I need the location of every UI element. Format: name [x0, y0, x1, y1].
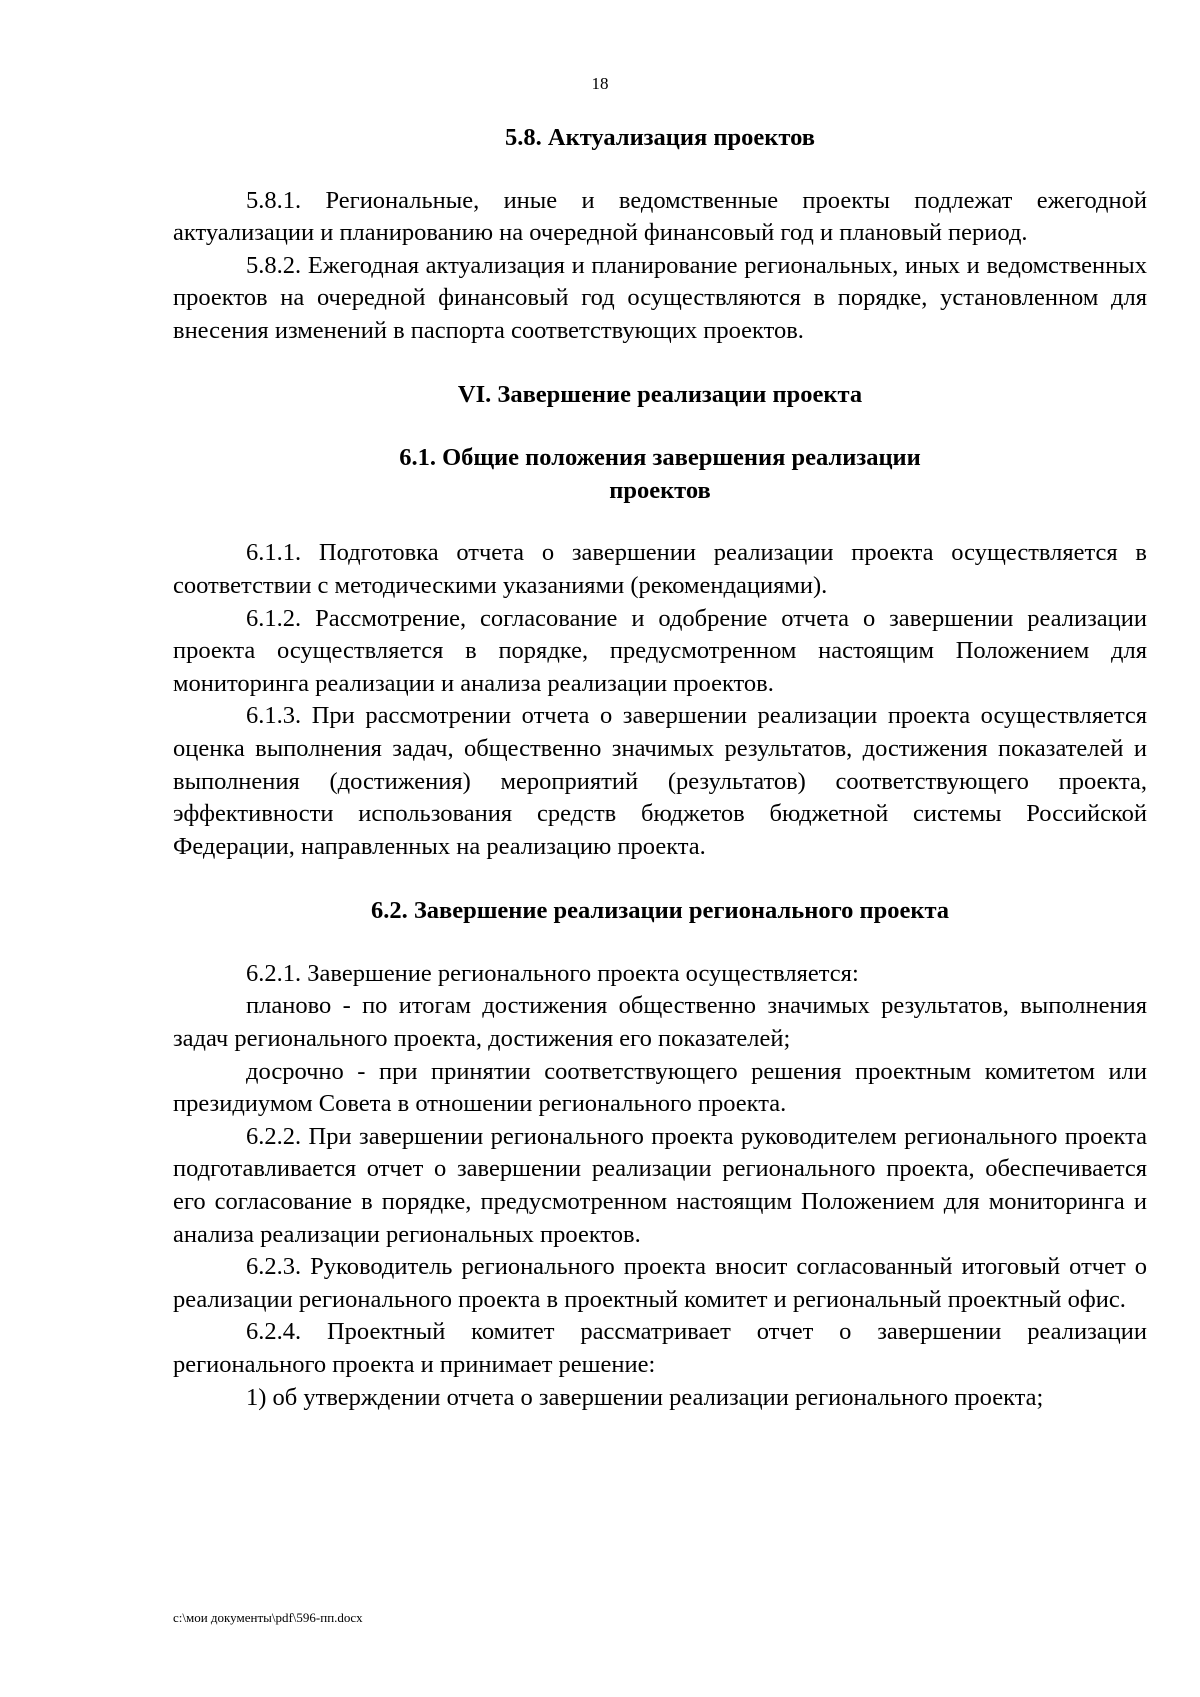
- paragraph-6-2-1-planned: планово - по итогам достижения общественно значимых результатов, выполнения задач регионального проекта, достижения его показателей;: [173, 992, 1147, 1053]
- paragraph-6-2-1-early: досрочно - при принятии соответствующего решения проектным комитетом или президиумом Совета в отношении регионального проекта.: [173, 1057, 1147, 1118]
- footer-file-path: c:\мои документы\pdf\596-пп.docx: [173, 1610, 363, 1625]
- heading-6-1: [173, 442, 1147, 507]
- paragraph-6-1-3: 6.1.3. При рассмотрении отчета о завершении реализации проекта осуществляется оценка выполнения задач, общественно значимых результатов, достижения показателей и выполнения (достижения) мероприятий (результатов) соответствующего проекта, эффективности использования средств бюджетов бюджетной системы Российской Федерации, направленных на реализацию проекта.: [173, 702, 1147, 860]
- paragraph-6-2-1: 6.2.1. Завершение регионального проекта осуществляется:: [246, 959, 859, 987]
- page-content: [173, 122, 1147, 1414]
- paragraph-6-1-1: 6.1.1. Подготовка отчета о завершении реализации проекта осуществляется в соответствии с методическими указаниями (рекомендациями).: [173, 539, 1147, 599]
- heading-6-1-line2: проектов: [609, 476, 711, 504]
- paragraph-6-2-2: 6.2.2. При завершении регионального проекта руководителем регионального проекта подготавливается отчет о завершении реализации регионального проекта, обеспечивается его согласование в порядке, предусмотренном настоящим Положением для мониторинга и анализа реализации региональных проектов.: [173, 1122, 1147, 1248]
- paragraph-5-8-1: 5.8.1. Региональные, иные и ведомственные проекты подлежат ежегодной актуализации и планированию на очередной финансовый год и плановый период.: [173, 186, 1147, 247]
- paragraph-6-2-4-item-1: 1) об утверждении отчета о завершении реализации регионального проекта;: [246, 1383, 1044, 1411]
- heading-6-1-line1: 6.1. Общие положения завершения реализации: [399, 444, 921, 472]
- paragraph-5-8-2: 5.8.2. Ежегодная актуализация и планирование региональных, иных и ведомственных проектов на очередной финансовый год осуществляются в порядке, установленном для внесения изменений в паспорта соответствующих проектов.: [173, 251, 1147, 344]
- heading-section-6: VI. Завершение реализации проекта: [457, 380, 863, 408]
- heading-5-8: 5.8. Актуализация проектов: [505, 124, 815, 151]
- paragraph-6-2-4: 6.2.4. Проектный комитет рассматривает отчет о завершении реализации регионального проекта и принимает решение:: [173, 1318, 1147, 1378]
- page-number: 18: [591, 74, 609, 93]
- heading-6-2: 6.2. Завершение реализации регионального проекта: [370, 897, 950, 925]
- paragraph-6-2-3: 6.2.3. Руководитель регионального проекта вносит согласованный итоговый отчет о реализации регионального проекта в проектный комитет и региональный проектный офис.: [173, 1253, 1147, 1313]
- paragraph-6-1-2: 6.1.2. Рассмотрение, согласование и одобрение отчета о завершении реализации проекта осуществляется в порядке, предусмотренном настоящим Положением для мониторинга реализации и анализа реализации проектов.: [173, 604, 1147, 697]
